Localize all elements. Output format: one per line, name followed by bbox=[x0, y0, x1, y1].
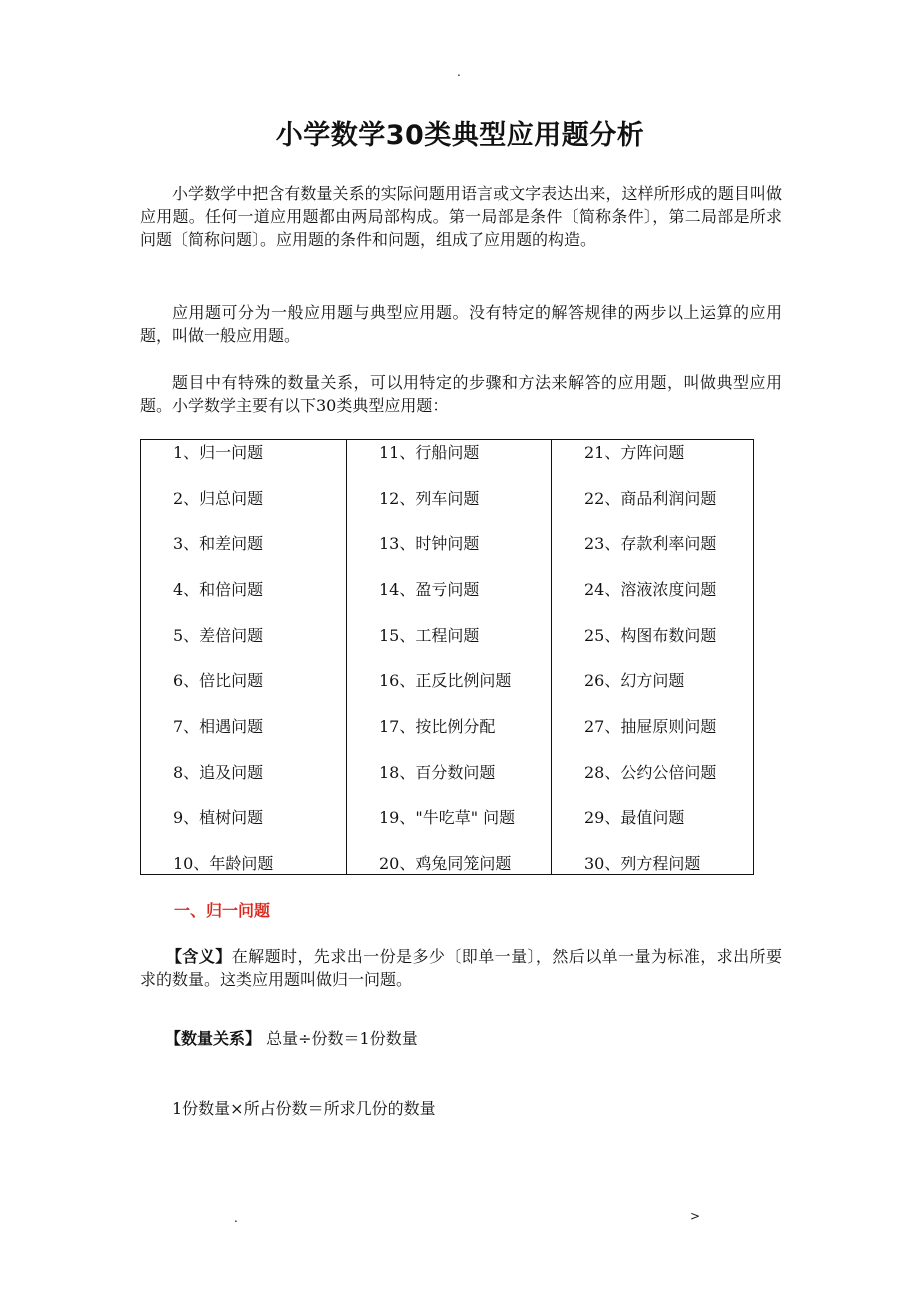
formula-1: 总量÷份数＝1份数量 bbox=[266, 1029, 418, 1048]
table-cell: 25、构图布数问题 bbox=[584, 626, 717, 645]
table-cell: 7、相遇问题 bbox=[173, 717, 264, 736]
definition-paragraph bbox=[140, 945, 782, 991]
table-cell: 14、盈亏问题 bbox=[379, 580, 480, 599]
table-cell: 17、按比例分配 bbox=[379, 717, 496, 736]
table-cell: 4、和倍问题 bbox=[173, 580, 264, 599]
definition-tag: 【含义】 bbox=[166, 947, 232, 966]
table-cell: 28、公约公倍问题 bbox=[584, 763, 717, 782]
formula-2: 1份数量×所占份数＝所求几份的数量 bbox=[172, 1099, 436, 1118]
page-title: 小学数学30类典型应用题分析 bbox=[275, 120, 645, 151]
table-cell: 15、工程问题 bbox=[379, 626, 480, 645]
table-cell: 21、方阵问题 bbox=[584, 443, 685, 462]
relation-tag: 【数量关系】 bbox=[165, 1029, 262, 1048]
table-cell: 10、年龄问题 bbox=[173, 854, 274, 873]
table-cell: 3、和差问题 bbox=[173, 534, 264, 553]
table-cell: 12、列车问题 bbox=[379, 489, 480, 508]
problem-types-table bbox=[140, 439, 754, 875]
table-cell: 13、时钟问题 bbox=[379, 534, 480, 553]
section-heading: 一、归一问题 bbox=[174, 901, 271, 920]
footer-left-mark: . bbox=[234, 1211, 238, 1225]
footer-right-mark: > bbox=[690, 1209, 701, 1223]
table-cell: 16、正反比例问题 bbox=[379, 671, 512, 690]
table-cell: 6、倍比问题 bbox=[173, 671, 264, 690]
table-column-1 bbox=[141, 440, 346, 874]
table-cell: 30、列方程问题 bbox=[584, 854, 701, 873]
table-cell: 1、归一问题 bbox=[173, 443, 264, 462]
table-cell: 11、行船问题 bbox=[379, 443, 480, 462]
table-cell: 2、归总问题 bbox=[173, 489, 264, 508]
intro-paragraph-2: 应用题可分为一般应用题与典型应用题。没有特定的解答规律的两步以上运算的应用题，叫做一般应用题。 bbox=[140, 303, 782, 345]
quantity-relation bbox=[165, 1028, 418, 1050]
intro-paragraph-1: 小学数学中把含有数量关系的实际问题用语言或文字表达出来，这样所形成的题目叫做应用题。任何一道应用题都由两局部构成。第一局部是条件〔简称条件〕，第二局部是所求问题〔简称问题〕。应用题的条件和问题，组成了应用题的构造。 bbox=[140, 184, 782, 249]
table-cell: 22、商品利润问题 bbox=[584, 489, 717, 508]
definition-text: 在解题时，先求出一份是多少〔即单一量〕，然后以单一量为标准，求出所要求的数量。这类应用题叫做归一问题。 bbox=[140, 947, 782, 989]
table-cell: 18、百分数问题 bbox=[379, 763, 496, 782]
table-cell: 19、"牛吃草" 问题 bbox=[379, 808, 516, 827]
table-cell: 5、差倍问题 bbox=[173, 626, 264, 645]
table-cell: 27、抽屉原则问题 bbox=[584, 717, 717, 736]
intro-paragraph-3: 题目中有特殊的数量关系，可以用特定的步骤和方法来解答的应用题，叫做典型应用题。小学数学主要有以下30类典型应用题： bbox=[140, 373, 782, 415]
header-dot: . bbox=[457, 65, 461, 79]
table-cell: 20、鸡兔同笼问题 bbox=[379, 854, 512, 873]
table-cell: 29、最值问题 bbox=[584, 808, 685, 827]
table-cell: 23、存款利率问题 bbox=[584, 534, 717, 553]
table-cell: 8、追及问题 bbox=[173, 763, 264, 782]
table-cell: 9、植树问题 bbox=[173, 808, 264, 827]
table-cell: 26、幻方问题 bbox=[584, 671, 685, 690]
table-column-2 bbox=[346, 440, 551, 874]
table-column-3 bbox=[551, 440, 753, 874]
table-cell: 24、溶液浓度问题 bbox=[584, 580, 717, 599]
